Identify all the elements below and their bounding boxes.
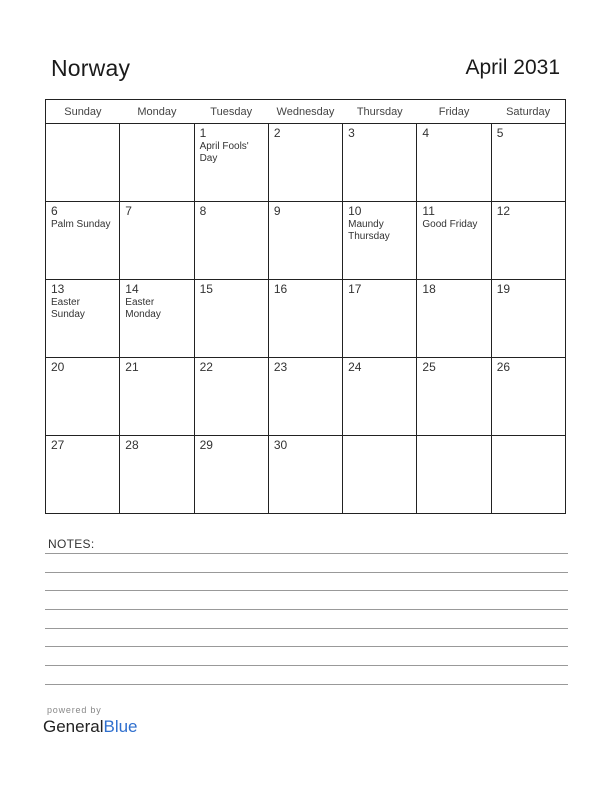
day-cell-17	[343, 280, 417, 358]
day-cell-13	[46, 280, 120, 358]
day-number: 9	[273, 204, 281, 218]
holiday-label: Palm Sunday	[51, 219, 111, 230]
day-cell-23	[268, 358, 342, 436]
day-number: 17	[348, 282, 362, 296]
day-cell-28	[120, 436, 194, 514]
day-number: 25	[422, 360, 436, 374]
day-number: 20	[51, 360, 65, 374]
day-number: 29	[199, 438, 213, 452]
weekday-saturday: Saturday	[491, 100, 565, 124]
calendar-grid	[45, 99, 566, 514]
calendar-week-row	[46, 202, 566, 280]
note-line	[45, 684, 568, 685]
weekday-header-row	[46, 100, 566, 124]
day-number: 7	[125, 204, 132, 218]
day-number: 5	[496, 126, 504, 140]
day-cell-29	[194, 436, 268, 514]
weekday-friday: Friday	[417, 100, 491, 124]
day-cell-21	[120, 358, 194, 436]
day-number: 13	[51, 282, 65, 296]
day-cell-20	[46, 358, 120, 436]
day-number: 18	[422, 282, 436, 296]
empty-day-cell	[343, 436, 417, 514]
day-cell-5	[491, 124, 565, 202]
day-number: 28	[125, 438, 139, 452]
day-number: 3	[348, 126, 355, 140]
calendar-week-row	[46, 436, 566, 514]
holiday-label: Easter Monday	[125, 297, 161, 320]
day-number: 23	[273, 360, 288, 374]
brand-general: General	[43, 717, 104, 736]
day-number: 6	[51, 204, 58, 218]
day-cell-27	[46, 436, 120, 514]
calendar-week-row	[46, 124, 566, 202]
note-line	[45, 590, 568, 591]
day-number: 14	[125, 282, 139, 296]
day-number: 1	[199, 126, 207, 140]
weekday-sunday: Sunday	[46, 100, 120, 124]
day-number: 27	[51, 438, 65, 452]
day-cell-24	[343, 358, 417, 436]
day-cell-26	[491, 358, 565, 436]
day-cell-6	[46, 202, 120, 280]
brand-blue: Blue	[103, 717, 138, 736]
note-line	[45, 572, 568, 573]
day-cell-2	[268, 124, 342, 202]
day-cell-11	[417, 202, 491, 280]
note-line	[45, 646, 568, 647]
month-year-title: April 2031	[465, 56, 560, 79]
day-cell-18	[417, 280, 491, 358]
day-cell-19	[491, 280, 565, 358]
holiday-label: Good Friday	[422, 219, 478, 230]
day-cell-9	[268, 202, 342, 280]
day-cell-22	[194, 358, 268, 436]
day-number: 16	[273, 282, 288, 296]
day-cell-14	[120, 280, 194, 358]
day-cell-30	[268, 436, 342, 514]
day-cell-8	[194, 202, 268, 280]
weekday-tuesday: Tuesday	[194, 100, 268, 124]
day-number: 21	[125, 360, 139, 374]
powered-by-text: powered by	[47, 705, 102, 715]
calendar-week-row	[46, 280, 566, 358]
day-number: 11	[422, 204, 435, 218]
day-number: 22	[199, 360, 213, 374]
day-number: 19	[496, 282, 511, 296]
day-cell-4	[417, 124, 491, 202]
note-line	[45, 665, 568, 666]
weekday-monday: Monday	[120, 100, 194, 124]
weekday-wednesday: Wednesday	[268, 100, 342, 124]
empty-day-cell	[417, 436, 491, 514]
day-cell-16	[268, 280, 342, 358]
day-number: 4	[422, 126, 430, 140]
calendar-body	[46, 124, 566, 514]
day-cell-3	[343, 124, 417, 202]
day-number: 24	[348, 360, 362, 374]
day-number: 26	[496, 360, 511, 374]
empty-day-cell	[491, 436, 565, 514]
note-line	[45, 553, 568, 554]
holiday-label: Easter Sunday	[51, 297, 85, 320]
empty-day-cell	[46, 124, 120, 202]
calendar-week-row	[46, 358, 566, 436]
day-cell-12	[491, 202, 565, 280]
generalblue-logo[interactable]	[43, 717, 138, 737]
weekday-thursday: Thursday	[343, 100, 417, 124]
holiday-label: Maundy Thursday	[348, 219, 390, 242]
country-title: Norway	[51, 55, 131, 81]
day-cell-10	[343, 202, 417, 280]
holiday-label: April Fools' Day	[199, 141, 249, 164]
note-line	[45, 628, 568, 629]
day-number: 12	[496, 204, 511, 218]
empty-day-cell	[120, 124, 194, 202]
day-number: 8	[199, 204, 207, 218]
day-cell-1	[194, 124, 268, 202]
day-number: 15	[199, 282, 213, 296]
day-cell-15	[194, 280, 268, 358]
notes-label: NOTES:	[48, 537, 95, 551]
day-cell-7	[120, 202, 194, 280]
day-number: 30	[273, 438, 288, 452]
day-number: 2	[273, 126, 281, 140]
day-cell-25	[417, 358, 491, 436]
note-line	[45, 609, 568, 610]
day-number: 10	[348, 204, 362, 218]
